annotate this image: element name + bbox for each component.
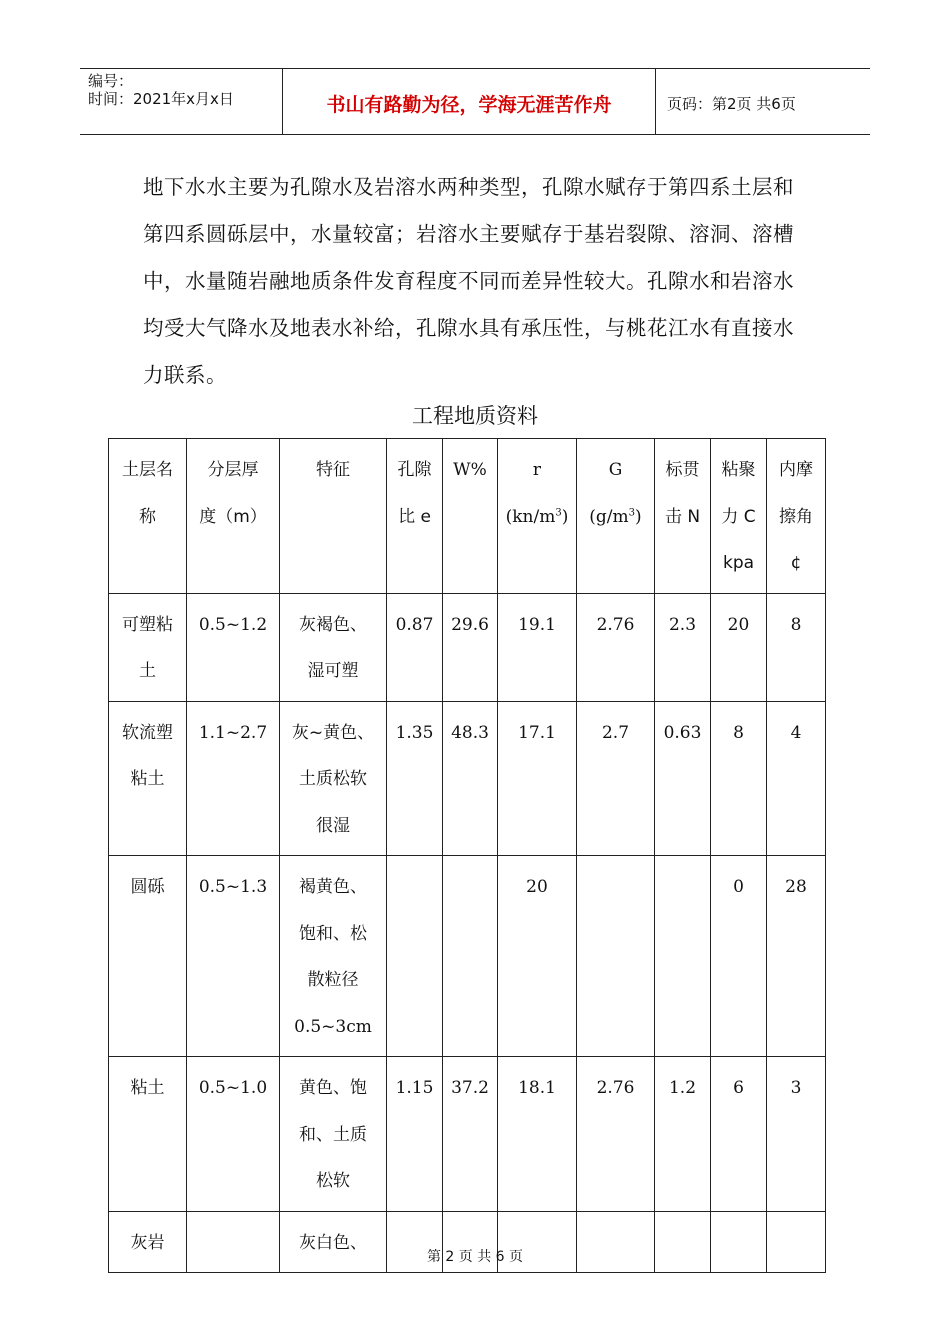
cell-cohesion: 0	[711, 856, 767, 1057]
header-cell-thickness	[187, 439, 280, 594]
cell-text: 散粒径	[307, 970, 359, 990]
header-text: 称	[139, 506, 156, 527]
cell-text: 软流塑	[122, 722, 173, 743]
header-text: 度（m）	[199, 506, 267, 527]
cell-text: 灰白色、	[299, 1232, 367, 1253]
cell-water-content: 48.3	[443, 701, 498, 856]
cell-text: 湿可塑	[307, 661, 359, 681]
cell-spt: 2.3	[655, 593, 711, 701]
cell-feature	[280, 701, 387, 856]
header-text: 土层名	[122, 460, 173, 480]
cell-cohesion: 20	[711, 593, 767, 701]
cell-unit-weight: 19.1	[498, 593, 577, 701]
superscript: 3	[628, 506, 636, 518]
cell-text: 0.5~3cm	[294, 1016, 372, 1037]
header-text: 内摩	[779, 460, 813, 480]
cell-spt: 1.2	[655, 1057, 711, 1212]
header-meta	[80, 69, 283, 134]
header-cell-friction-angle	[767, 439, 826, 594]
cell-cohesion: 8	[711, 701, 767, 856]
table-row	[109, 1057, 826, 1212]
cell-text: 土质松软	[299, 769, 367, 789]
cell-cohesion: 6	[711, 1057, 767, 1212]
header-text: kpa	[722, 553, 755, 573]
header-text: G	[608, 460, 623, 480]
cell-text: 可塑粘	[122, 614, 173, 635]
cell-text: 松软	[316, 1171, 350, 1191]
geology-table	[108, 438, 826, 1273]
cell-text: 圆砾	[130, 877, 165, 897]
header-cell-cohesion	[711, 439, 767, 594]
cell-specific-gravity: 2.76	[577, 1057, 655, 1212]
header-text: 击 N	[664, 506, 701, 527]
cell-friction-angle: 8	[767, 593, 826, 701]
header-text: W%	[453, 460, 487, 480]
cell-water-content: 37.2	[443, 1057, 498, 1212]
cell-text: 土	[139, 661, 156, 681]
page-header	[80, 68, 870, 135]
cell-void-ratio: 1.35	[387, 701, 443, 856]
header-text: )	[561, 506, 569, 527]
header-cell-void-ratio	[387, 439, 443, 594]
cell-spt: 0.63	[655, 701, 711, 856]
cell-friction-angle: 3	[767, 1057, 826, 1212]
header-cell-specific-gravity	[577, 439, 655, 594]
header-text: )	[635, 506, 642, 527]
cell-feature	[280, 856, 387, 1057]
body-paragraph: 地下水水主要为孔隙水及岩溶水两种类型，孔隙水赋存于第四系土层和第四系圆砾层中，水量较富；岩溶水主要赋存于基岩裂隙、溶洞、溶槽中，水量随岩融地质条件发育程度不同而差异性较大。孔隙水和岩溶水均受大气降水及地表水补给，孔隙水具有承压性，与桃花江水有直接水力联系。	[143, 175, 794, 387]
cell-void-ratio: 1.15	[387, 1057, 443, 1212]
cell-text: 褐黄色、	[299, 877, 367, 897]
table-row	[109, 856, 826, 1057]
cell-text: 灰褐色、	[299, 614, 367, 635]
header-cell-water-content	[443, 439, 498, 594]
cell-text: 灰岩	[130, 1232, 165, 1253]
cell-text: 饱和、松	[299, 923, 367, 944]
table-header-row	[109, 439, 826, 594]
header-text: 擦角	[779, 506, 813, 527]
cell-feature	[280, 1057, 387, 1212]
header-text: (g/m	[589, 506, 629, 527]
cell-layer-name	[109, 1057, 187, 1212]
cell-text: 粘土	[130, 769, 165, 789]
header-cell-feature	[280, 439, 387, 594]
cell-specific-gravity: 2.76	[577, 593, 655, 701]
code-label: 编号：	[88, 72, 134, 90]
cell-layer-name	[109, 593, 187, 701]
header-text: 特征	[316, 460, 350, 480]
header-text: 标贯	[665, 460, 700, 480]
cell-specific-gravity: 2.7	[577, 701, 655, 856]
header-text: 孔隙	[397, 460, 432, 480]
cell-water-content: 29.6	[443, 593, 498, 701]
header-text: 比 e	[398, 506, 431, 527]
cell-friction-angle: 4	[767, 701, 826, 856]
table-row	[109, 701, 826, 856]
cell-unit-weight: 17.1	[498, 701, 577, 856]
table-row	[109, 593, 826, 701]
header-text: ¢	[790, 553, 802, 573]
cell-void-ratio	[387, 856, 443, 1057]
cell-thickness: 0.5~1.0	[187, 1057, 280, 1212]
cell-water-content	[443, 856, 498, 1057]
header-text: 分层厚	[207, 460, 259, 480]
time-label: 时间：2021年x月x日	[88, 90, 234, 108]
cell-unit-weight: 18.1	[498, 1057, 577, 1212]
cell-text: 和、土质	[299, 1124, 367, 1145]
cell-text: 很湿	[316, 815, 350, 836]
cell-thickness: 1.1~2.7	[187, 701, 280, 856]
cell-specific-gravity	[577, 856, 655, 1057]
header-motto: 书山有路勤为径，学海无涯苦作舟	[283, 69, 656, 134]
cell-void-ratio: 0.87	[387, 593, 443, 701]
header-page-info: 页码：第2页 共6页	[667, 95, 796, 113]
cell-layer-name	[109, 856, 187, 1057]
header-text: 力 C	[721, 506, 756, 527]
cell-feature	[280, 593, 387, 701]
header-cell-spt	[655, 439, 711, 594]
cell-friction-angle: 28	[767, 856, 826, 1057]
header-text: r	[532, 460, 542, 480]
cell-thickness: 0.5~1.2	[187, 593, 280, 701]
page-footer: 第 2 页 共 6 页	[426, 1249, 524, 1265]
header-text: (kn/m	[505, 506, 556, 527]
cell-text: 灰~黄色、	[291, 722, 375, 743]
cell-spt	[655, 856, 711, 1057]
header-cell-layer-name	[109, 439, 187, 594]
cell-text: 黄色、饱	[299, 1078, 367, 1098]
header-cell-unit-weight	[498, 439, 577, 594]
table-title: 工程地质资料	[412, 404, 538, 428]
cell-thickness: 0.5~1.3	[187, 856, 280, 1057]
cell-unit-weight: 20	[498, 856, 577, 1057]
superscript: 3	[555, 506, 562, 518]
cell-layer-name	[109, 701, 187, 856]
header-text: 粘聚	[721, 460, 756, 480]
cell-text: 粘土	[130, 1078, 165, 1098]
